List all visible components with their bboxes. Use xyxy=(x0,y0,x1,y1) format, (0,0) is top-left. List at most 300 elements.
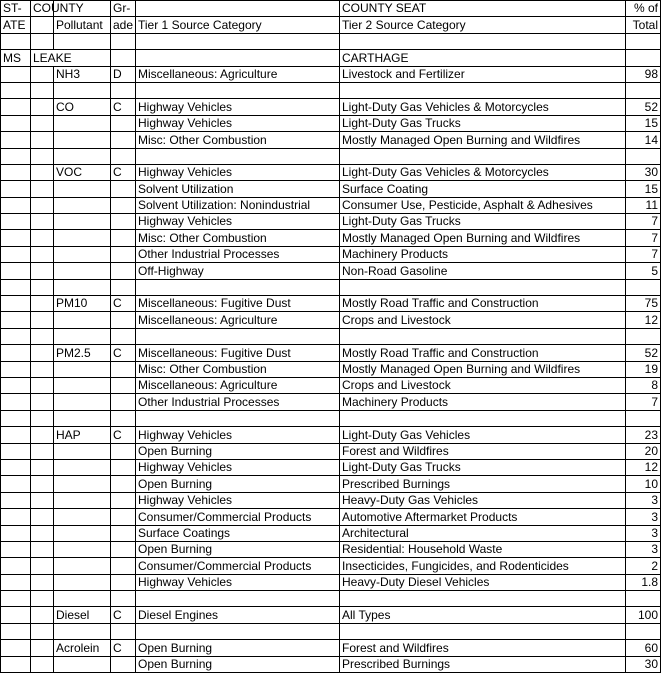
table-row xyxy=(1,509,661,525)
empty-cell xyxy=(1,279,31,295)
empty-cell xyxy=(31,476,54,492)
percent-of-total: 30 xyxy=(626,164,661,180)
empty-cell xyxy=(54,312,111,328)
table-row xyxy=(1,164,661,180)
empty-cell xyxy=(54,377,111,393)
empty-cell xyxy=(626,33,661,49)
pollutant-name: PM2.5 xyxy=(54,345,111,361)
empty-cell xyxy=(54,656,111,672)
empty-cell xyxy=(111,115,136,131)
tier2-category: Light-Duty Gas Trucks xyxy=(340,459,626,475)
empty-cell xyxy=(31,132,54,148)
percent-of-total: 10 xyxy=(626,476,661,492)
tier1-category: Highway Vehicles xyxy=(136,459,340,475)
empty-cell xyxy=(111,476,136,492)
empty-cell xyxy=(54,328,111,344)
empty-cell xyxy=(136,1,340,17)
empty-cell xyxy=(626,410,661,426)
tier2-category: Light-Duty Gas Vehicles xyxy=(340,427,626,443)
grade: C xyxy=(111,345,136,361)
percent-of-total: 8 xyxy=(626,377,661,393)
empty-cell xyxy=(111,82,136,98)
empty-cell xyxy=(111,591,136,607)
empty-cell xyxy=(1,427,31,443)
empty-cell xyxy=(31,246,54,262)
empty-cell xyxy=(136,50,340,66)
tier2-category: Light-Duty Gas Trucks xyxy=(340,214,626,230)
empty-cell xyxy=(340,328,626,344)
table-row xyxy=(1,492,661,508)
empty-cell xyxy=(54,509,111,525)
tier2-category: Livestock and Fertilizer xyxy=(340,66,626,82)
empty-cell xyxy=(31,279,54,295)
table-row xyxy=(1,427,661,443)
column-header: Total xyxy=(626,17,661,33)
empty-cell xyxy=(111,459,136,475)
tier1-category: Highway Vehicles xyxy=(136,492,340,508)
column-header: Tier 2 Source Category xyxy=(340,17,626,33)
empty-cell xyxy=(54,394,111,410)
spacer-row xyxy=(1,591,661,607)
empty-cell xyxy=(31,492,54,508)
percent-of-total: 100 xyxy=(626,607,661,623)
empty-cell xyxy=(111,558,136,574)
tier1-category: Diesel Engines xyxy=(136,607,340,623)
empty-cell xyxy=(111,181,136,197)
empty-cell xyxy=(111,50,136,66)
empty-cell xyxy=(111,525,136,541)
table-row xyxy=(1,230,661,246)
table-row xyxy=(1,541,661,557)
empty-cell xyxy=(111,509,136,525)
empty-cell xyxy=(31,263,54,279)
column-header: COUNTY SEAT xyxy=(340,1,626,17)
empty-cell xyxy=(54,115,111,131)
empty-cell xyxy=(54,476,111,492)
emissions-table-body xyxy=(1,1,661,673)
empty-cell xyxy=(31,115,54,131)
empty-cell xyxy=(111,394,136,410)
table-row xyxy=(1,361,661,377)
empty-cell xyxy=(1,230,31,246)
table-row xyxy=(1,607,661,623)
empty-cell xyxy=(54,214,111,230)
pollutant-name: PM10 xyxy=(54,296,111,312)
empty-cell xyxy=(31,410,54,426)
empty-cell xyxy=(111,377,136,393)
tier1-category: Open Burning xyxy=(136,476,340,492)
empty-cell xyxy=(340,33,626,49)
empty-cell xyxy=(136,148,340,164)
pollutant-name: HAP xyxy=(54,427,111,443)
percent-of-total: 1.8 xyxy=(626,574,661,590)
empty-cell xyxy=(136,328,340,344)
spacer-row xyxy=(1,410,661,426)
empty-cell xyxy=(31,443,54,459)
percent-of-total: 15 xyxy=(626,115,661,131)
tier2-category: Residential: Household Waste xyxy=(340,541,626,557)
percent-of-total: 7 xyxy=(626,214,661,230)
empty-cell xyxy=(31,394,54,410)
tier2-category: Crops and Livestock xyxy=(340,312,626,328)
percent-of-total: 52 xyxy=(626,99,661,115)
empty-cell xyxy=(31,230,54,246)
empty-cell xyxy=(31,33,54,49)
percent-of-total: 5 xyxy=(626,263,661,279)
column-header: ST- xyxy=(1,1,31,17)
empty-cell xyxy=(111,541,136,557)
tier1-category: Misc: Other Combustion xyxy=(136,230,340,246)
empty-cell xyxy=(1,181,31,197)
empty-cell xyxy=(136,33,340,49)
empty-cell xyxy=(111,623,136,639)
empty-cell xyxy=(626,148,661,164)
spacer-row xyxy=(1,82,661,98)
empty-cell xyxy=(111,574,136,590)
empty-cell xyxy=(626,623,661,639)
tier2-category: Prescribed Burnings xyxy=(340,656,626,672)
tier2-category: Automotive Aftermarket Products xyxy=(340,509,626,525)
table-row xyxy=(1,640,661,656)
table-row xyxy=(1,132,661,148)
empty-cell xyxy=(1,410,31,426)
empty-cell xyxy=(1,459,31,475)
table-row xyxy=(1,214,661,230)
empty-cell xyxy=(1,509,31,525)
empty-cell xyxy=(1,115,31,131)
empty-cell xyxy=(111,328,136,344)
column-header: Gr- xyxy=(111,1,136,17)
empty-cell xyxy=(1,607,31,623)
empty-cell xyxy=(31,640,54,656)
empty-cell xyxy=(31,525,54,541)
empty-cell xyxy=(111,361,136,377)
empty-cell xyxy=(54,492,111,508)
empty-cell xyxy=(1,296,31,312)
empty-cell xyxy=(31,541,54,557)
empty-cell xyxy=(31,181,54,197)
tier1-category: Solvent Utilization xyxy=(136,181,340,197)
percent-of-total: 11 xyxy=(626,197,661,213)
table-row xyxy=(1,115,661,131)
empty-cell xyxy=(54,197,111,213)
state-code: MS xyxy=(1,50,31,66)
tier1-category: Open Burning xyxy=(136,640,340,656)
empty-cell xyxy=(1,263,31,279)
empty-cell xyxy=(340,279,626,295)
empty-cell xyxy=(31,148,54,164)
tier2-category: Light-Duty Gas Vehicles & Motorcycles xyxy=(340,164,626,180)
empty-cell xyxy=(1,623,31,639)
empty-cell xyxy=(31,17,54,33)
tier2-category: Mostly Managed Open Burning and Wildfires xyxy=(340,230,626,246)
tier1-category: Open Burning xyxy=(136,541,340,557)
empty-cell xyxy=(111,263,136,279)
tier1-category: Misc: Other Combustion xyxy=(136,132,340,148)
table-row xyxy=(1,443,661,459)
empty-cell xyxy=(626,591,661,607)
empty-cell xyxy=(31,427,54,443)
empty-cell xyxy=(136,82,340,98)
empty-cell xyxy=(31,197,54,213)
tier2-category: Architectural xyxy=(340,525,626,541)
empty-cell xyxy=(1,82,31,98)
empty-cell xyxy=(111,148,136,164)
empty-cell xyxy=(111,132,136,148)
tier1-category: Misc: Other Combustion xyxy=(136,361,340,377)
empty-cell xyxy=(340,623,626,639)
column-header: % of xyxy=(626,1,661,17)
empty-cell xyxy=(54,33,111,49)
pollutant-name: Diesel xyxy=(54,607,111,623)
grade: C xyxy=(111,640,136,656)
empty-cell xyxy=(1,312,31,328)
percent-of-total: 23 xyxy=(626,427,661,443)
spacer-row xyxy=(1,148,661,164)
empty-cell xyxy=(1,656,31,672)
spacer-row xyxy=(1,33,661,49)
pollutant-name: Acrolein xyxy=(54,640,111,656)
tier1-category: Miscellaneous: Fugitive Dust xyxy=(136,345,340,361)
table-row xyxy=(1,66,661,82)
empty-cell xyxy=(1,574,31,590)
empty-cell xyxy=(54,230,111,246)
empty-cell xyxy=(31,66,54,82)
empty-cell xyxy=(111,656,136,672)
table-row xyxy=(1,197,661,213)
tier2-category: Light-Duty Gas Vehicles & Motorcycles xyxy=(340,99,626,115)
empty-cell xyxy=(1,394,31,410)
table-row xyxy=(1,181,661,197)
empty-cell xyxy=(626,50,661,66)
empty-cell xyxy=(136,591,340,607)
tier1-category: Highway Vehicles xyxy=(136,115,340,131)
empty-cell xyxy=(111,312,136,328)
empty-cell xyxy=(1,345,31,361)
empty-cell xyxy=(1,476,31,492)
empty-cell xyxy=(54,574,111,590)
empty-cell xyxy=(340,591,626,607)
county-name: LEAKE xyxy=(31,50,111,66)
empty-cell xyxy=(54,82,111,98)
spacer-row xyxy=(1,623,661,639)
percent-of-total: 3 xyxy=(626,541,661,557)
tier2-category: Mostly Road Traffic and Construction xyxy=(340,296,626,312)
empty-cell xyxy=(111,410,136,426)
table-row xyxy=(1,558,661,574)
tier2-category: Heavy-Duty Diesel Vehicles xyxy=(340,574,626,590)
empty-cell xyxy=(31,558,54,574)
tier2-category: Mostly Managed Open Burning and Wildfires xyxy=(340,361,626,377)
table-row xyxy=(1,377,661,393)
empty-cell xyxy=(54,263,111,279)
empty-cell xyxy=(111,246,136,262)
tier2-category: Surface Coating xyxy=(340,181,626,197)
empty-cell xyxy=(1,558,31,574)
empty-cell xyxy=(1,492,31,508)
empty-cell xyxy=(31,164,54,180)
percent-of-total: 98 xyxy=(626,66,661,82)
empty-cell xyxy=(1,66,31,82)
empty-cell xyxy=(54,541,111,557)
empty-cell xyxy=(1,640,31,656)
empty-cell xyxy=(111,279,136,295)
tier2-category: Light-Duty Gas Trucks xyxy=(340,115,626,131)
empty-cell xyxy=(31,607,54,623)
table-row xyxy=(1,99,661,115)
tier2-category: Mostly Road Traffic and Construction xyxy=(340,345,626,361)
percent-of-total: 20 xyxy=(626,443,661,459)
tier1-category: Miscellaneous: Agriculture xyxy=(136,66,340,82)
tier1-category: Consumer/Commercial Products xyxy=(136,509,340,525)
tier1-category: Other Industrial Processes xyxy=(136,246,340,262)
empty-cell xyxy=(54,410,111,426)
percent-of-total: 52 xyxy=(626,345,661,361)
pollutant-name: VOC xyxy=(54,164,111,180)
empty-cell xyxy=(31,591,54,607)
table-row xyxy=(1,476,661,492)
spacer-row xyxy=(1,279,661,295)
tier2-category: Consumer Use, Pesticide, Asphalt & Adhesives xyxy=(340,197,626,213)
empty-cell xyxy=(54,246,111,262)
grade: C xyxy=(111,296,136,312)
grade: C xyxy=(111,99,136,115)
tier1-category: Highway Vehicles xyxy=(136,427,340,443)
empty-cell xyxy=(54,181,111,197)
empty-cell xyxy=(54,279,111,295)
header-row xyxy=(1,17,661,33)
empty-cell xyxy=(54,148,111,164)
percent-of-total: 19 xyxy=(626,361,661,377)
empty-cell xyxy=(111,230,136,246)
tier1-category: Solvent Utilization: Nonindustrial xyxy=(136,197,340,213)
table-row xyxy=(1,345,661,361)
empty-cell xyxy=(31,82,54,98)
percent-of-total: 7 xyxy=(626,246,661,262)
pollutant-name: CO xyxy=(54,99,111,115)
empty-cell xyxy=(1,591,31,607)
empty-cell xyxy=(1,525,31,541)
empty-cell xyxy=(626,82,661,98)
empty-cell xyxy=(111,214,136,230)
tier1-category: Open Burning xyxy=(136,443,340,459)
empty-cell xyxy=(626,279,661,295)
empty-cell xyxy=(1,361,31,377)
empty-cell xyxy=(1,164,31,180)
tier2-category: Mostly Managed Open Burning and Wildfires xyxy=(340,132,626,148)
column-header: ATE xyxy=(1,17,31,33)
tier2-category: Non-Road Gasoline xyxy=(340,263,626,279)
spacer-row xyxy=(1,328,661,344)
empty-cell xyxy=(1,33,31,49)
tier1-category: Off-Highway xyxy=(136,263,340,279)
tier1-category: Open Burning xyxy=(136,656,340,672)
table-row xyxy=(1,263,661,279)
empty-cell xyxy=(111,443,136,459)
empty-cell xyxy=(31,459,54,475)
empty-cell xyxy=(31,509,54,525)
empty-cell xyxy=(340,148,626,164)
empty-cell xyxy=(340,82,626,98)
percent-of-total: 30 xyxy=(626,656,661,672)
empty-cell xyxy=(111,492,136,508)
tier1-category: Surface Coatings xyxy=(136,525,340,541)
empty-cell xyxy=(31,361,54,377)
table-row xyxy=(1,394,661,410)
percent-of-total: 7 xyxy=(626,230,661,246)
column-header: Tier 1 Source Category xyxy=(136,17,340,33)
tier1-category: Highway Vehicles xyxy=(136,164,340,180)
percent-of-total: 60 xyxy=(626,640,661,656)
table-row xyxy=(1,574,661,590)
empty-cell xyxy=(31,345,54,361)
empty-cell xyxy=(31,328,54,344)
table-row xyxy=(1,312,661,328)
percent-of-total: 15 xyxy=(626,181,661,197)
tier2-category: Prescribed Burnings xyxy=(340,476,626,492)
tier1-category: Miscellaneous: Agriculture xyxy=(136,312,340,328)
table-row xyxy=(1,246,661,262)
empty-cell xyxy=(54,132,111,148)
empty-cell xyxy=(1,443,31,459)
empty-cell xyxy=(111,197,136,213)
empty-cell xyxy=(340,410,626,426)
empty-cell xyxy=(31,623,54,639)
county-seat: CARTHAGE xyxy=(340,50,626,66)
percent-of-total: 12 xyxy=(626,459,661,475)
grade: D xyxy=(111,66,136,82)
percent-of-total: 2 xyxy=(626,558,661,574)
empty-cell xyxy=(626,328,661,344)
empty-cell xyxy=(54,558,111,574)
empty-cell xyxy=(136,279,340,295)
table-row xyxy=(1,525,661,541)
column-header: ade xyxy=(111,17,136,33)
empty-cell xyxy=(1,148,31,164)
tier2-category: Machinery Products xyxy=(340,394,626,410)
column-header: COUNTY xyxy=(31,1,54,17)
tier1-category: Highway Vehicles xyxy=(136,574,340,590)
empty-cell xyxy=(111,33,136,49)
location-row xyxy=(1,50,661,66)
tier2-category: Insecticides, Fungicides, and Rodenticides xyxy=(340,558,626,574)
empty-cell xyxy=(136,623,340,639)
table-row xyxy=(1,296,661,312)
column-header: Pollutant xyxy=(54,17,111,33)
percent-of-total: 12 xyxy=(626,312,661,328)
empty-cell xyxy=(1,377,31,393)
tier1-category: Miscellaneous: Fugitive Dust xyxy=(136,296,340,312)
empty-cell xyxy=(54,443,111,459)
tier2-category: Forest and Wildfires xyxy=(340,640,626,656)
empty-cell xyxy=(31,377,54,393)
grade: C xyxy=(111,164,136,180)
tier1-category: Consumer/Commercial Products xyxy=(136,558,340,574)
empty-cell xyxy=(1,132,31,148)
percent-of-total: 75 xyxy=(626,296,661,312)
percent-of-total: 14 xyxy=(626,132,661,148)
percent-of-total: 3 xyxy=(626,492,661,508)
empty-cell xyxy=(1,197,31,213)
empty-cell xyxy=(54,459,111,475)
empty-cell xyxy=(54,525,111,541)
tier2-category: Machinery Products xyxy=(340,246,626,262)
empty-cell xyxy=(54,361,111,377)
tier1-category: Miscellaneous: Agriculture xyxy=(136,377,340,393)
empty-cell xyxy=(54,623,111,639)
grade: C xyxy=(111,427,136,443)
percent-of-total: 7 xyxy=(626,394,661,410)
